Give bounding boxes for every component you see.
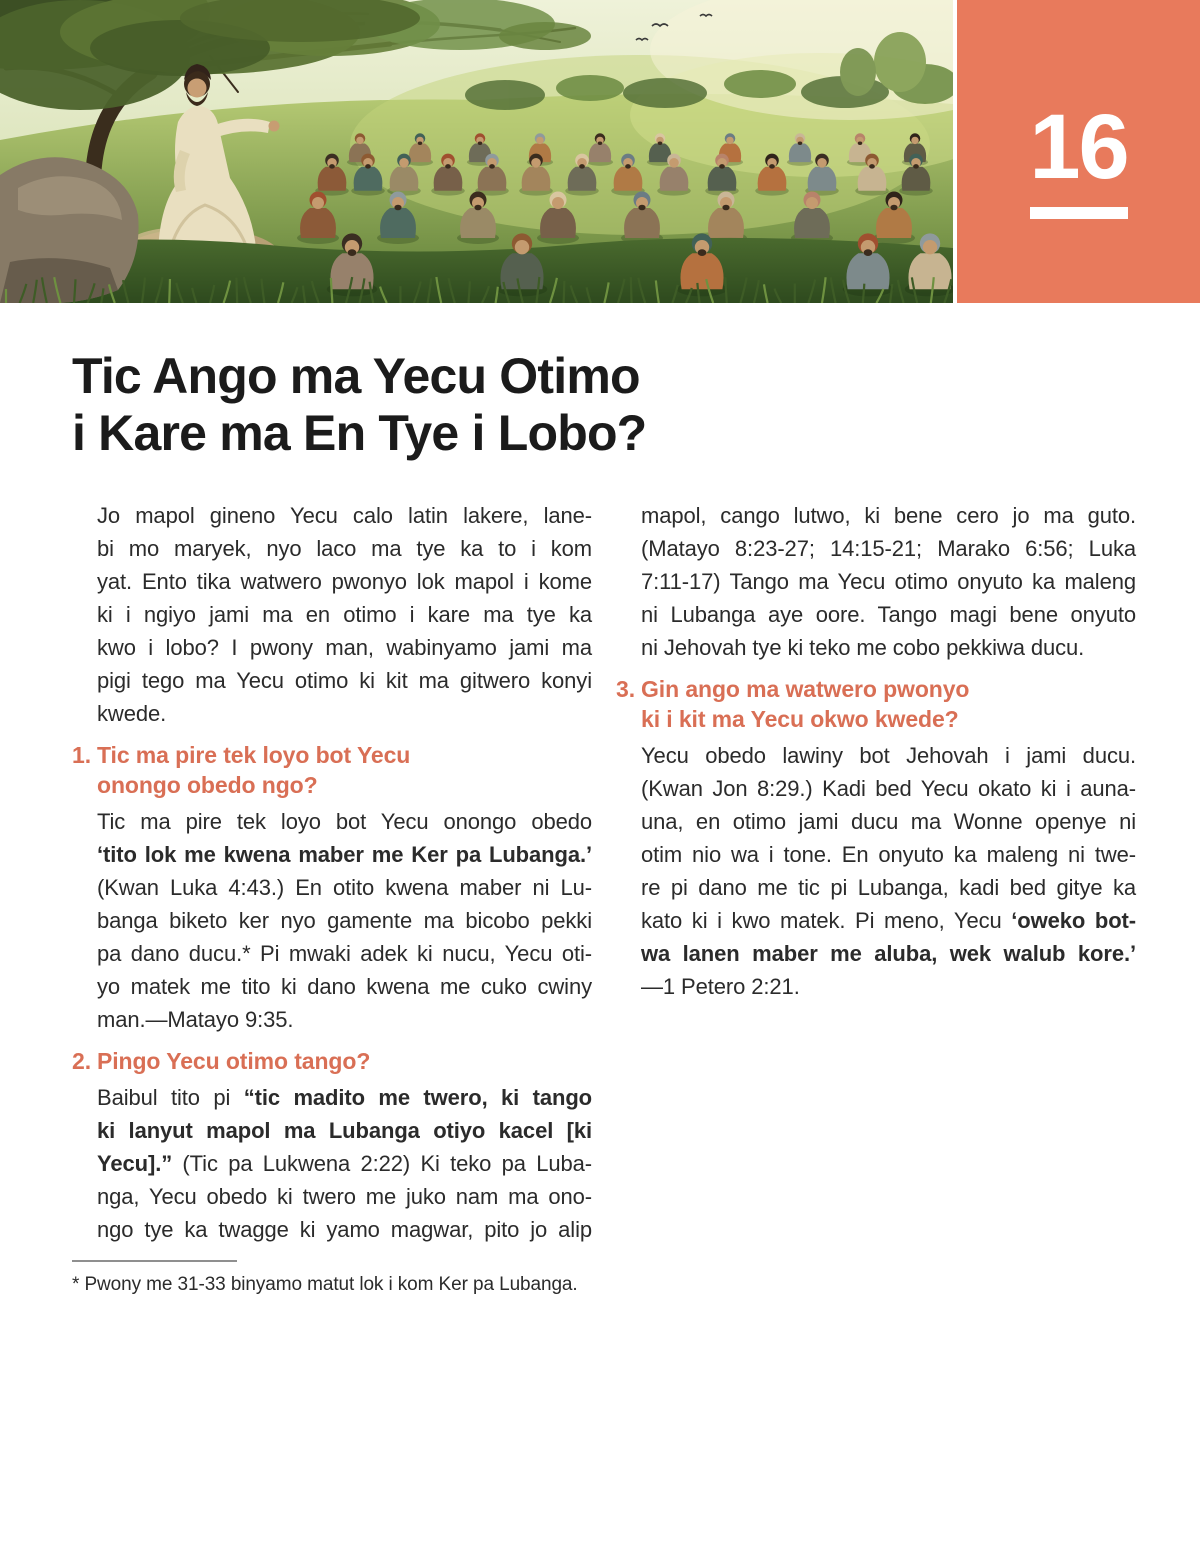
question-heading-line: onongo obedo ngo?: [97, 772, 318, 798]
footnote-divider: [72, 1260, 237, 1262]
question-heading-line: Pingo Yecu otimo tango?: [97, 1048, 371, 1074]
paragraph: [97, 499, 592, 730]
paragraph-line: bi mo maryek, nyo laco ma tye ka to i kom: [97, 536, 592, 561]
paragraph: [97, 805, 592, 1036]
paragraph-line: man.—Matayo 9:35.: [97, 1007, 294, 1032]
paragraph-line: Yecu].” (Tic pa Lukwena 2:22) Ki teko pa Luba-: [97, 1151, 592, 1176]
paragraph-line: banga biketo ker nyo gamente ma bicobo pekki: [97, 908, 592, 933]
paragraph-line: wa lanen maber me aluba, wek walub kore.’: [641, 941, 1136, 966]
paragraph-line: Jo mapol gineno Yecu calo latin lakere, lane-: [97, 503, 592, 528]
paragraph-line: 7:11-17) Tango ma Yecu otimo onyuto ka maleng: [641, 569, 1136, 594]
question-heading-line: Tic ma pire tek loyo bot Yecu: [97, 742, 411, 768]
paragraph-line: re pi dano me tic pi Lubanga, kadi bed gitye ka: [641, 875, 1136, 900]
paragraph-line: mapol, cango lutwo, ki bene cero jo ma guto.: [641, 503, 1136, 528]
paragraph-line: nga, Yecu obedo ki twero me juko nam ma ono-: [97, 1184, 592, 1209]
page-title-line-1: Tic Ango ma Yecu Otimo: [72, 348, 640, 404]
paragraph-line: Baibul tito pi “tic madito me twero, ki tango: [97, 1085, 592, 1110]
paragraph-line: yat. Ento tika watwero pwonyo lok mapol i kome: [97, 569, 592, 594]
paragraph-line: Tic ma pire tek loyo bot Yecu onongo obedo: [97, 809, 592, 834]
question-heading-line: ki i kit ma Yecu okwo kwede?: [641, 706, 959, 732]
hero-photo: [0, 0, 953, 303]
paragraph: [641, 739, 1136, 1003]
paragraph-line: pigi tego ma Yecu otimo ki kit ma gitwero konyi: [97, 668, 592, 693]
chapter-number-box: [957, 0, 1200, 303]
chapter-underline: [1030, 207, 1128, 219]
paragraph-line: ngo tye ka twagge ki yamo magwar, pito jo alip: [97, 1217, 592, 1242]
paragraph: [97, 1081, 592, 1246]
paragraph-line: (Kwan Luka 4:43.) En otito kwena maber ni Lu-: [97, 875, 592, 900]
paragraph-line: kwede.: [97, 701, 167, 726]
column-right: [616, 499, 1136, 1297]
page-title: [72, 348, 1200, 462]
column-left: [72, 499, 592, 1297]
paragraph-line: Yecu obedo lawiny bot Jehovah i jami ducu.: [641, 743, 1136, 768]
question-heading-line: Gin ango ma watwero pwonyo: [641, 676, 970, 702]
paragraph-line: kato ki i kwo matek. Pi meno, Yecu ‘oweko bot-: [641, 908, 1136, 933]
hero-section: [0, 0, 1200, 303]
paragraph-line: (Matayo 8:23-27; 14:15-21; Marako 6:56; Luka: [641, 536, 1136, 561]
paragraph-line: kwo i lobo? I pwony man, wabinyamo jami ma: [97, 635, 592, 660]
article-columns: [72, 499, 1136, 1297]
footnote: * Pwony me 31-33 binyamo matut lok i kom Ker pa Lubanga.: [72, 1274, 578, 1295]
question-heading: [616, 674, 1136, 734]
paragraph: [641, 499, 1136, 664]
paragraph-line: ni Jehovah tye ki teko me cobo pekkiwa ducu.: [641, 635, 1085, 660]
paragraph-line: pa dano ducu.* Pi mwaki adek ki nucu, Yecu oti-: [97, 941, 592, 966]
paragraph-line: ‘tito lok me kwena maber me Ker pa Lubanga.’: [97, 842, 592, 867]
page-title-line-2: i Kare ma En Tye i Lobo?: [72, 405, 647, 461]
question-number: 1.: [72, 742, 91, 768]
question-number: 3.: [616, 676, 635, 702]
paragraph-line: (Kwan Jon 8:29.) Kadi bed Yecu okato ki i auna-: [641, 776, 1136, 801]
paragraph-line: una, en otimo jami ducu ma Wonne openye ni: [641, 809, 1136, 834]
paragraph-line: otim nio wa i tone. En onyuto ka maleng ni twe-: [641, 842, 1136, 867]
paragraph-line: ki i ngiyo jami ma en otimo i kare ma tye ka: [97, 602, 592, 627]
paragraph-line: —1 Petero 2:21.: [641, 974, 800, 999]
question-heading: [72, 1046, 592, 1076]
paragraph-line: yo matek me tito ki dano kwena me cuko cwiny: [97, 974, 592, 999]
chapter-number: 16: [1029, 95, 1128, 198]
question-heading: [72, 740, 592, 800]
paragraph-line: ni Lubanga aye oore. Tango magi bene onyuto: [641, 602, 1136, 627]
question-number: 2.: [72, 1048, 91, 1074]
paragraph-line: ki lanyut mapol ma Lubanga otiyo kacel [ki: [97, 1118, 592, 1143]
